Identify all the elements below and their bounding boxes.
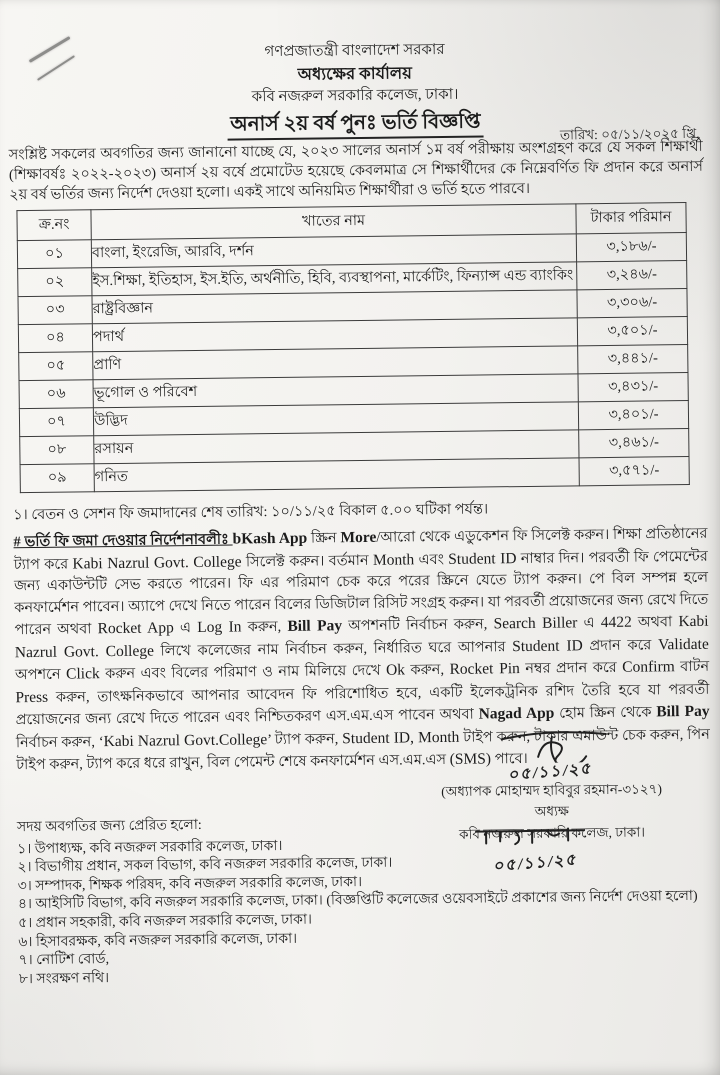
intro-paragraph: সংশ্লিষ্ট সকলের অবগতির জন্য জানানো যাচ্ছে যে, ২০২৩ সালের অনার্স ১ম বর্ষ পরীক্ষায় অংশগ্রহণ করে যে সকল শিক্ষার্থী (শিক্ষাবর্ষঃ ২০২২-২০২৩) অনার্স ২য় বর্ষে প্রমোটেড হয়েছে কেবলমাত্র সে শিক্ষার্থীদের কে নিম্নেবর্ণিত ফি প্রদান করে অনার্স ২য় বর্ষ ভর্তির জন্য নির্দেশ দেওয়া হলো। একই সাথে অনিয়মিত শিক্ষার্থীরা ও ভর্তি হতে পারবে। [8,138,704,204]
cell-amount: ৩,৪০১/- [578,400,688,429]
cell-serial: ০৯ [20,464,94,493]
list-item: ১। উপাধ্যক্ষ, কবি নজরুল সরকারি কলেজ, ঢাকা। [17,838,283,857]
list-item: ৫। প্রধান সহকারী, কবি নজরুল সরকারি কলেজ, ঢাকা। [18,912,313,932]
principal-college: কবি নজরুল সরকারি কলেজ, ঢাকা। [458,824,646,842]
cell-amount: ৩,৫৭১/- [579,456,689,485]
cell-amount: ৩,৪৪১/- [578,344,688,373]
signature-date-top: ০৫/১১/২৫ [508,760,595,785]
deadline-note: ১। বেতন ও সেশন ফি জমাদানের শেষ তারিখ: ১০/১১/২৫ বিকাল ৫.০০ ঘটিকা পর্যন্ত। [13,501,489,524]
college-line: কবি নজরুল সরকারি কলেজ, ঢাকা। [251,87,459,106]
list-item: ৩। সম্পাদক, শিক্ষক পরিষদ, কবি নজরুল সরকারি কলেজ, ঢাকা। [17,874,363,894]
cell-amount: ৩,৩০৬/- [577,288,687,317]
col-header-name: খাতের নাম [91,204,576,240]
list-item: ৪। আইসিটি বিভাগ, কবি নজরুল সরকারি কলেজ, ঢাকা। (বিজ্ঞপ্তিটি কলেজের ওয়েবসাইটে প্রকাশের জন্য নির্দেশ দেওয়া হলো) [17,889,698,913]
principal-name: (অধ্যাপক মোহাম্মদ হাবিবুর রহমান-৩১২৭) [441,781,663,800]
col-header-serial: ক্র.নং [17,210,91,241]
cell-amount: ৩,৪৬১/- [579,428,689,457]
list-item: ৬। হিসাবরক্ষক, কবি নজরুল সরকারি কলেজ, ঢাকা। [18,931,298,950]
cell-name: ভূগোল ও পরিবেশ [93,374,578,408]
cell-serial: ০৪ [18,324,92,353]
distribution-heading: সদয় অবগতির জন্য প্রেরিত হলো: [16,817,202,836]
cell-serial: ০৩ [18,296,92,325]
cell-amount: ৩,২৪৬/- [577,260,687,289]
cell-name: গনিত [94,458,579,492]
cell-name: রাষ্ট্রবিজ্ঞান [92,290,577,324]
cell-name: উদ্ভিদ [93,402,578,436]
cell-name: পদার্থ [92,318,577,352]
cell-name: ইস.শিক্ষা, ইতিহাস, ইস.ইতি, অর্থনীতি, হিবি, ব্যবস্থাপনা, মার্কেটিং, ফিন্যান্স এন্ড ব্যাংকিং [92,262,577,296]
list-item: ২। বিভাগীয় প্রধান, সকল বিভাগ, কবি নজরুল সরকারি কলেজ, ঢাকা। [17,855,393,876]
cell-serial: ০৭ [19,408,93,437]
distribution-list [17,811,713,990]
cell-serial: ০৬ [19,380,93,409]
col-header-amount: টাকার পরিমান [576,202,686,233]
cell-serial: ০৫ [19,352,93,381]
cell-amount: ৩,৫০১/- [577,316,687,345]
notice-date: তারিখ: ০৫/১১/২০২৫ খ্রি. [559,125,700,143]
principal-designation: অধ্যক্ষ [534,803,569,820]
cell-serial: ০১ [17,240,91,269]
list-item: ৮। সংরক্ষণ নথি। [18,970,110,987]
cell-serial: ০৮ [20,436,94,465]
fees-table [16,202,689,493]
list-item: ৭। নোটিশ বোর্ড, [18,952,110,969]
cell-amount: ৩,৪৩১/- [578,372,688,401]
cell-amount: ৩,১৮৬/- [576,232,686,261]
cell-name: রসায়ন [94,430,579,464]
principal-signature-icon [486,726,616,764]
signature-date-bottom: ০৫/১১/২৫ [493,851,579,876]
cell-name: বাংলা, ইংরেজি, আরবি, দর্শন [91,234,576,268]
government-line: গণপ্রজাতন্ত্রী বাংলাদেশ সরকার [264,41,445,61]
cell-serial: ০২ [18,268,92,297]
payment-instructions: # ভর্তি ফি জমা দেওয়ার নির্দেশনাবলীঃ bKash App স্ক্রিন More/আরো থেকে এডুকেশন ফি সিলেক্ট করুন। শিক্ষা প্রতিষ্ঠানের ট্যাপ করে Kabi Nazrul Govt. College সিলেক্ট করুন। বর্তমান Month এবং Student ID নাম্বার দিন। পরবর্তী ফি পেমেন্টের জন্য একাউন্টটি সেভ করতে পারেন। ফি এর পরিমাণ চেক করে পরের স্ক্রিনে যেতে ট্যাপ করুন। পে বিল সম্পন্ন হলে কনফার্মেশন পাবেন। অ্যাপে দেখে নিতে পারেন বিলের ডিজিটাল রিসিট সংগ্রহ করুন। যা পরবর্তী প্রয়োজনের জন্য রেখে দিতে পারেন অথবা Rocket App এ Log In করুন, Bill Pay অপশনটি নির্বাচন করুন, Search Biller এ 4422 অথবা Kabi Nazrul Govt. College লিখে কলেজের নাম নির্বাচন করুন, নির্ধারিত ঘরে আপনার Student ID প্রদান করে Validate অপশনে Click করুন এবং বিলের পরিমাণ ও নাম মিলিয়ে দেখে Ok করুন, Rocket Pin নম্বর প্রদান করে Confirm বাটন Press করুন, তাৎক্ষনিকভাবে আপনার আবেদন ফি পরিশোধিত হবে, একটি ইলেকট্রনিক রশিদ তৈরি হবে যা পরবর্তী প্রয়োজনের জন্য রেখে দিতে পারেন এবং নিশ্চিতকরণ এস.এম.এস পাবেন অথবা Nagad App হোম স্ক্রিন থেকে Bill Pay নির্বাচন করুন, ‘Kabi Nazrul Govt.College’ ট্যাপ করুন, Student ID, Month টাইপ করুন, টাকার এমাউন্ট চেক করুন, পিন টাইপ করুন, ট্যাপ করে ধরে রাখুন, বিল পেমেন্ট শেষে কনফার্মেশন এস.এম.এস (SMS) পাবে। [13,525,710,774]
cell-name: প্রাণি [93,346,578,380]
office-line: অধ্যক্ষের কার্যালয় [297,63,412,84]
notice-title: অনার্স ২য় বর্ষ পুনঃ ভর্তি বিজ্ঞপ্তি [227,110,484,141]
